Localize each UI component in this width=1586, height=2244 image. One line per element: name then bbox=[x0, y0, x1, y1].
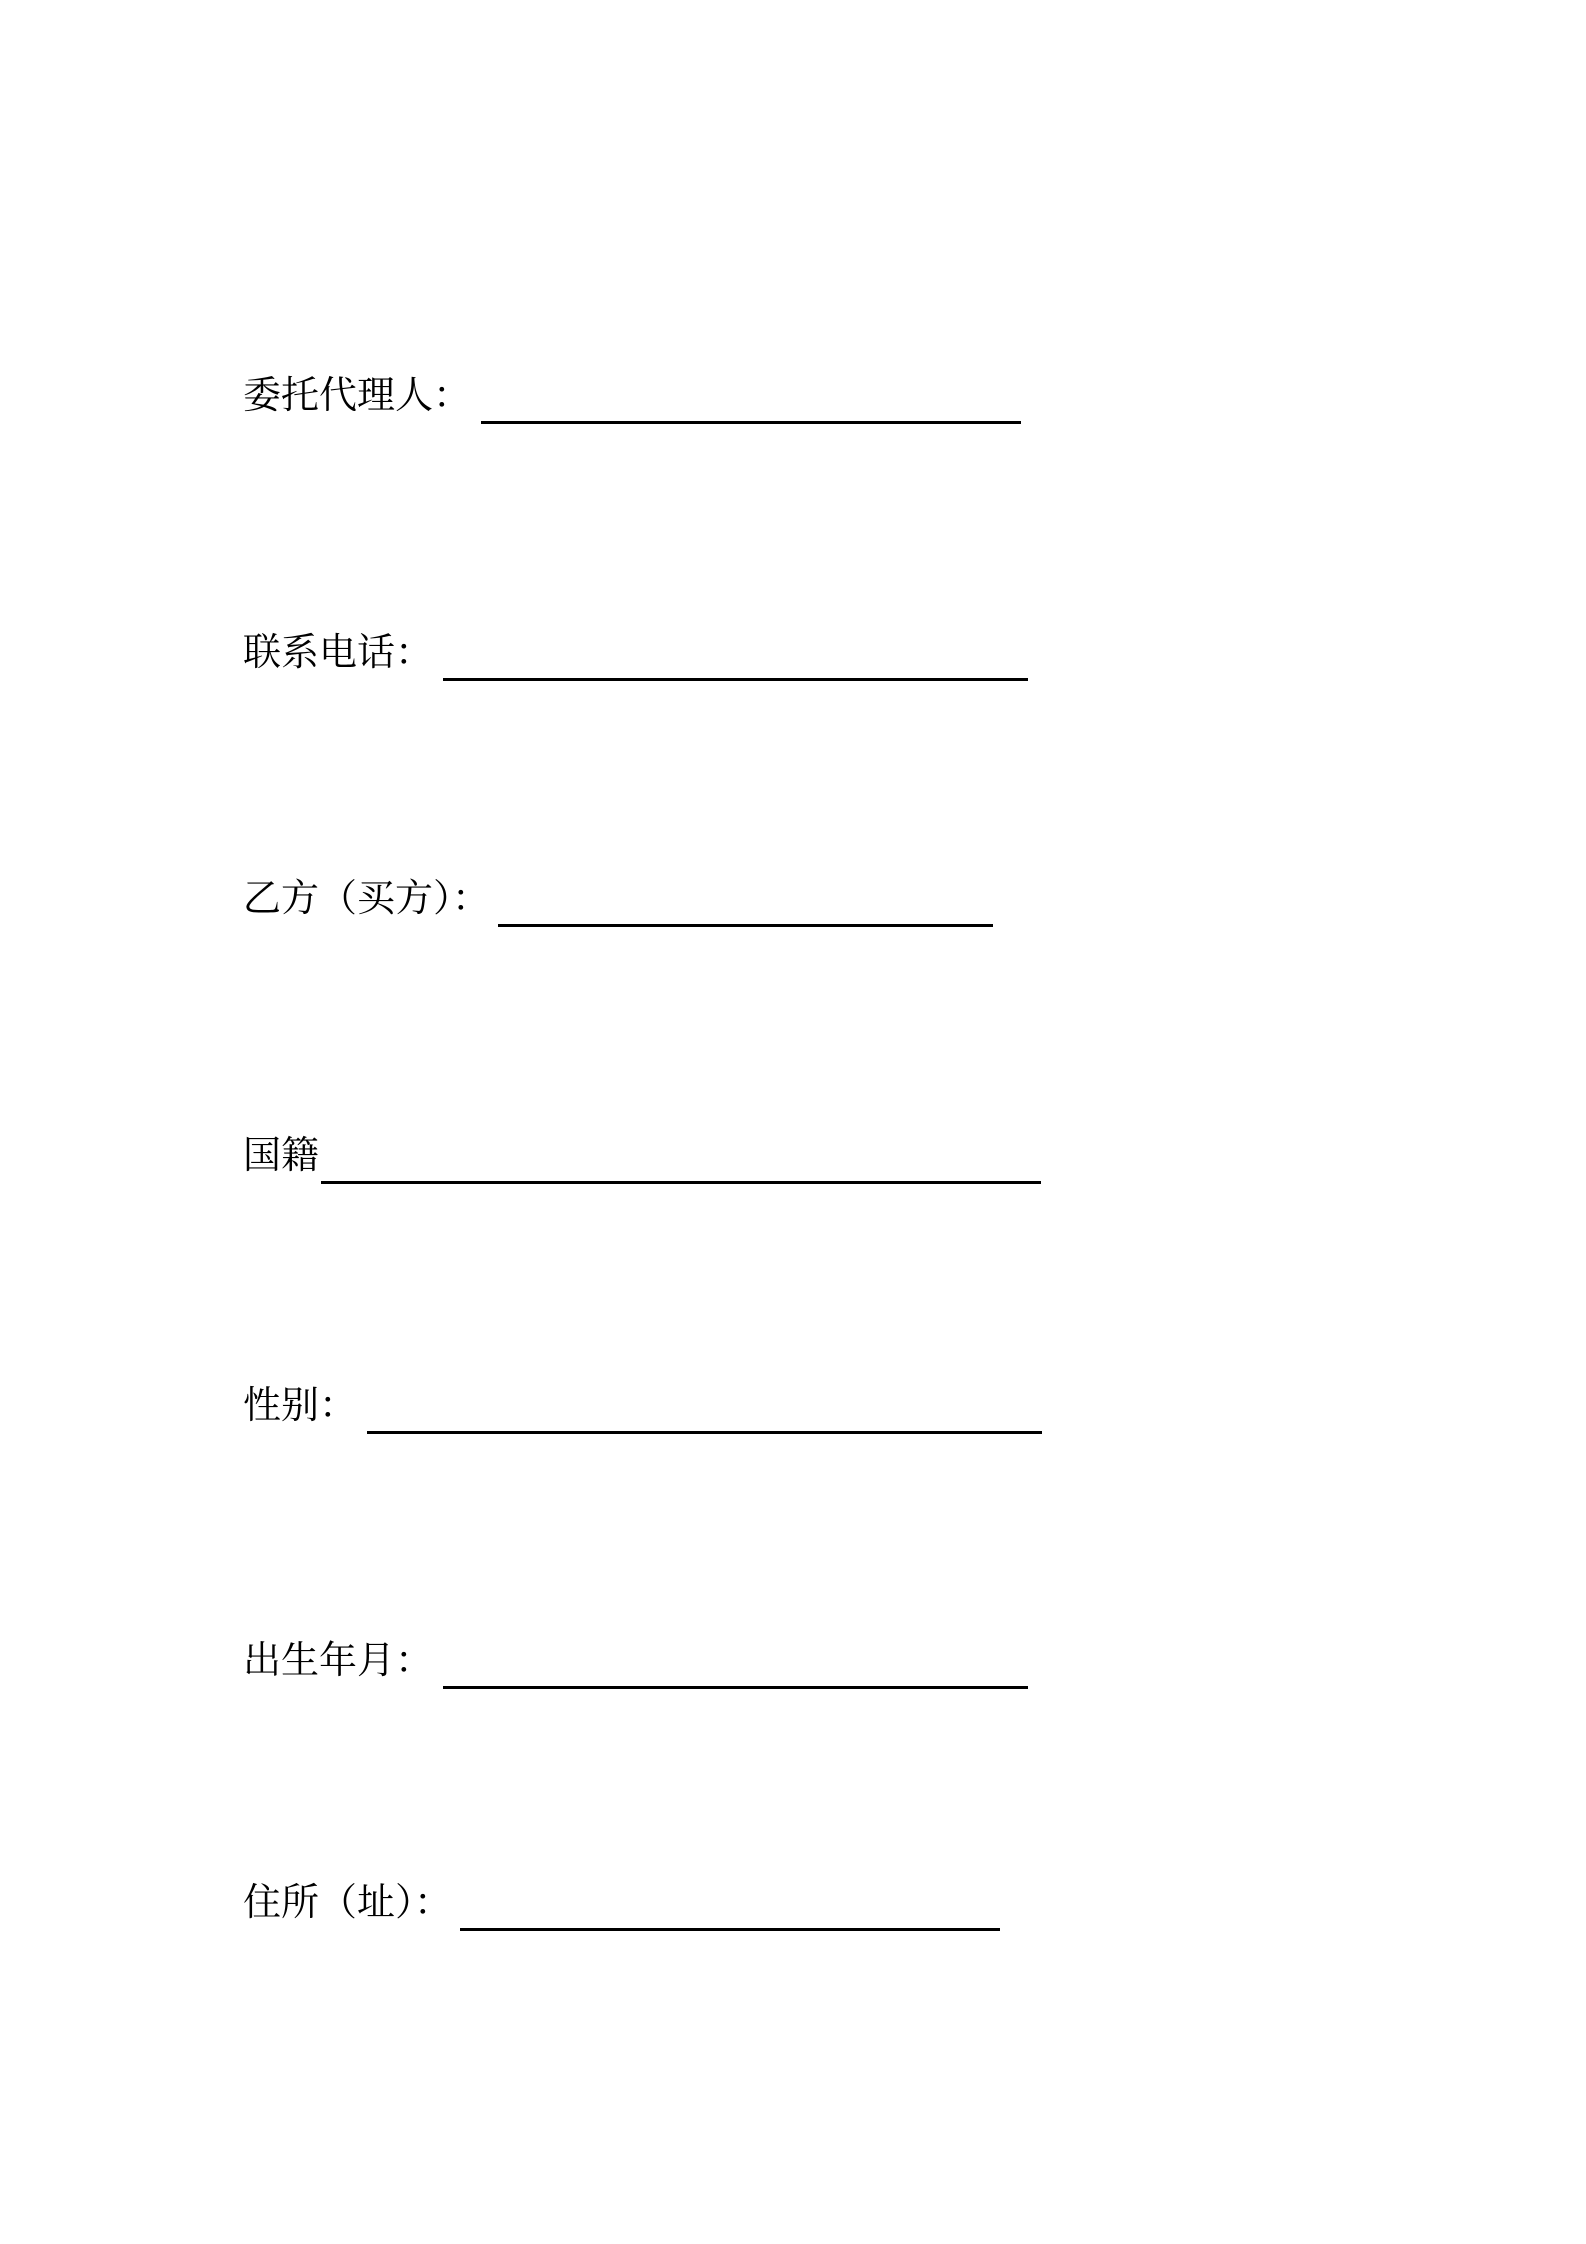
phone-label: 联系电话： bbox=[243, 630, 434, 674]
birth-date-field-row bbox=[243, 1630, 1028, 1690]
agent-field-row bbox=[243, 365, 1021, 425]
birth-date-label: 出生年月： bbox=[243, 1638, 434, 1682]
address-label: 住所（址）： bbox=[243, 1880, 453, 1924]
nationality-label: 国籍 bbox=[243, 1133, 320, 1177]
nationality-field-row bbox=[243, 1125, 1041, 1185]
birth-date-blank-line[interactable] bbox=[443, 1646, 1028, 1689]
nationality-blank-line[interactable] bbox=[321, 1141, 1041, 1184]
agent-blank-line[interactable] bbox=[481, 381, 1021, 424]
gender-blank-line[interactable] bbox=[367, 1391, 1042, 1434]
gender-field-row bbox=[243, 1375, 1042, 1435]
agent-label: 委托代理人： bbox=[243, 373, 472, 417]
party-b-field-row bbox=[243, 868, 993, 928]
phone-field-row bbox=[243, 622, 1028, 682]
address-field-row bbox=[243, 1872, 1000, 1932]
phone-blank-line[interactable] bbox=[443, 638, 1028, 681]
party-b-blank-line[interactable] bbox=[498, 884, 993, 927]
gender-label: 性别： bbox=[243, 1383, 358, 1427]
party-b-label: 乙方（买方）： bbox=[243, 876, 491, 920]
address-blank-line[interactable] bbox=[460, 1888, 1000, 1931]
